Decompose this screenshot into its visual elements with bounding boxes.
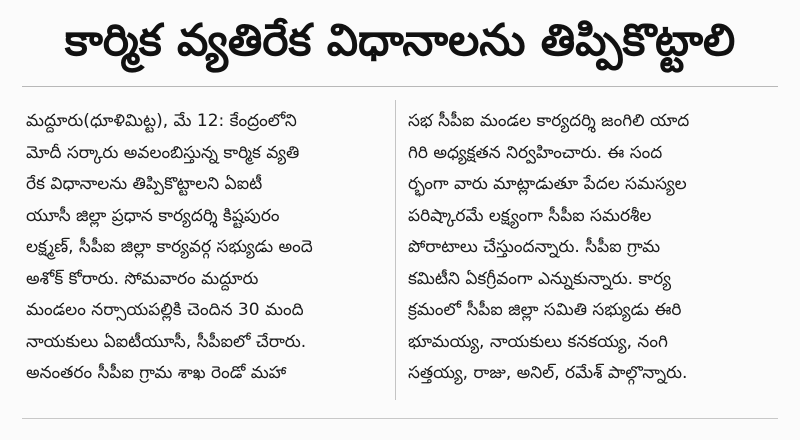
text-line: పోరాటాలు చేస్తుందన్నారు. సీపీఐ గ్రామ [408,237,661,257]
text-line: మద్దూరు(ధూళిమిట్ట), మే 12: కేంద్రంలోని [26,111,297,131]
text-line: భూమయ్య, నాయకులు కనకయ్య, నంగి [408,331,668,352]
text-line: ర్భంగా వారు మాట్లాడుతూ పేదల సమస్యల [408,174,687,194]
text-line: నాయకులు ఏఐటీయూసీ, సీపీఐలో చేరారు. [26,331,307,352]
text-line: సభ సీపీఐ మండల కార్యదర్శి జంగిలి యాద [408,111,690,131]
text-line: అనంతరం సీపీఐ గ్రామ శాఖ రెండో మహా [26,363,287,383]
text-line: మోదీ సర్కారు అవలంబిస్తున్న కార్మిక వ్యతి [26,142,300,163]
text-line: యూసీ జిల్లా ప్రధాన కార్యదర్శి కిష్టపురం [26,205,280,226]
text-line: పరిష్కారమే లక్ష్యంగా సీపీఐ సమరశీల [408,205,652,226]
article-column-right [408,106,768,390]
text-line: సత్తయ్య, రాజు, అనిల్, రమేశ్ పాల్గొన్నారు. [408,363,688,383]
text-line: లక్ష్మణ్, సీపీఐ జిల్లా కార్యవర్గ సభ్యుడు అందె [26,237,313,257]
text-line: కమిటీని ఏకగ్రీవంగా ఎన్నుకున్నారు. కార్య [408,268,672,289]
text-line: మండలం నర్సాయపల్లికి చెందిన 30 మంది [26,300,304,320]
text-line: గిరి అధ్యక్షతన నిర్వహించారు. ఈ సంద [408,142,663,163]
text-line: క్రమంలో సీపీఐ జిల్లా సమితి సభ్యుడు ఈరి [408,300,682,320]
column-divider [395,100,396,400]
bottom-rule [22,418,778,419]
article-column-left [26,106,386,390]
text-line: రేక విధానాలను తిప్పికొట్టాలని ఏఐటీ [26,174,263,194]
text-line: అశోక్ కోరారు. సోమవారం మద్దూరు [26,268,259,289]
headline-rule [22,86,778,87]
article-headline: కార్మిక వ్యతిరేక విధానాలను తిప్పికొట్టాలి [64,15,736,66]
